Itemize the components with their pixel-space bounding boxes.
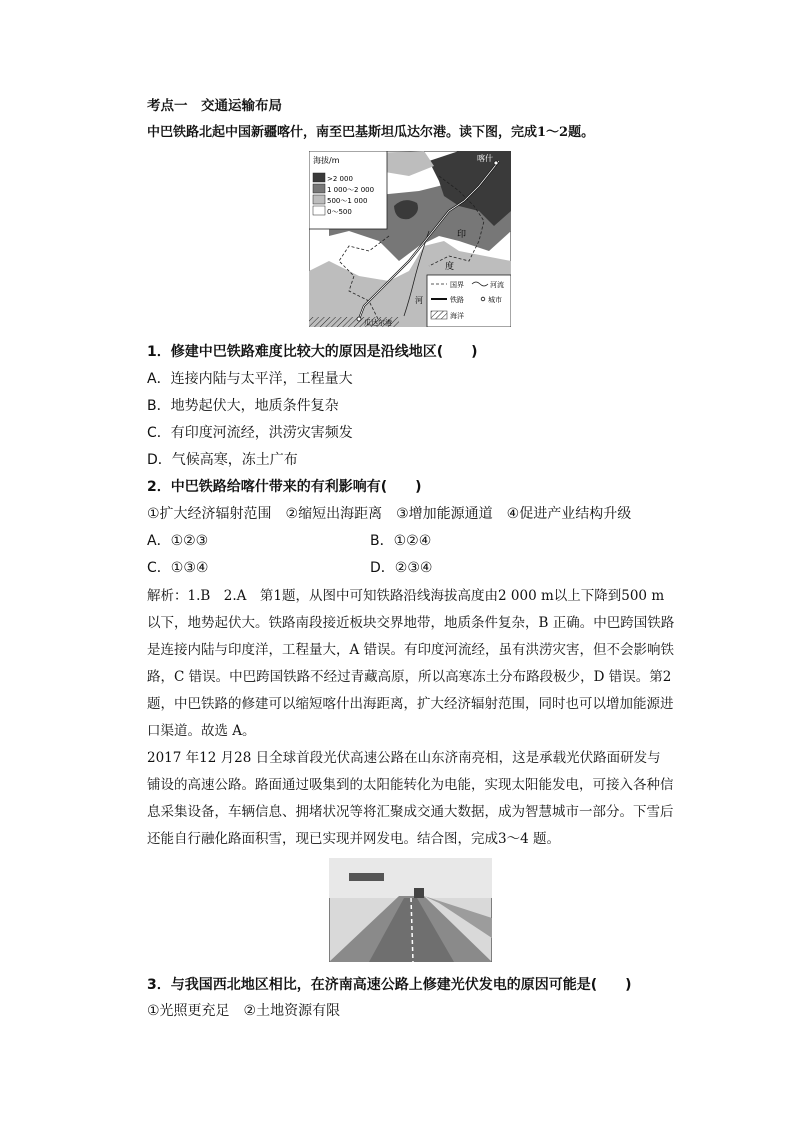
analysis-line-2: 以下，地势起伏大。铁路南段接近板块交界地带，地质条件复杂，B 正确。中巴跨国铁路 bbox=[147, 615, 675, 631]
intro-1: 中巴铁路北起中国新疆喀什，南至巴基斯坦瓜达尔港。读下图，完成1～2题。 bbox=[147, 125, 595, 140]
q2-option-a: A．①②③ bbox=[147, 533, 209, 549]
legend-title: 海拔/m bbox=[313, 156, 340, 165]
label-du: 度 bbox=[445, 262, 455, 272]
intro2-line-3: 息采集设备，车辆信息、拥堵状况等将汇聚成交通大数据，成为智慧城市一部分。下雪后 bbox=[147, 804, 674, 820]
label-gwadar: 瓜达尔港 bbox=[364, 319, 392, 327]
legend2-ocean-symbol bbox=[431, 311, 447, 319]
analysis-line-3: 是连接内陆与印度洋，工程量大，A 错误。有印度河流经，虽有洪涝灾害，但不会影响铁 bbox=[147, 642, 675, 658]
label-kashgar: 喀什 bbox=[477, 154, 493, 163]
analysis-line-5: 题，中巴铁路的修建可以缩短喀什出海距离，扩大经济辐射范围，同时也可以增加能源进 bbox=[147, 696, 674, 712]
map-figure bbox=[309, 151, 511, 327]
overhead-sign bbox=[349, 873, 384, 881]
q2-statements: ①扩大经济辐射范围 ②缩短出海距离 ③增加能源通道 ④促进产业结构升级 bbox=[147, 506, 632, 522]
legend-swatch-3 bbox=[313, 195, 325, 204]
legend-label-2: 1 000～2 000 bbox=[327, 186, 375, 194]
q1-option-a: A．连接内陆与太平洋，工程量大 bbox=[147, 371, 353, 387]
q1-stem: 1．修建中巴铁路难度比较大的原因是沿线地区( ) bbox=[147, 344, 478, 360]
section-title: 考点一 交通运输布局 bbox=[147, 98, 282, 114]
solar-highway-photo bbox=[329, 858, 492, 962]
legend-swatch-2 bbox=[313, 184, 325, 193]
city-gwadar bbox=[357, 317, 361, 321]
q1-option-c: C．有印度河流经，洪涝灾害频发 bbox=[147, 425, 353, 441]
analysis-line-6: 口渠道。故选 A。 bbox=[147, 723, 256, 739]
q2-option-d: D．②③④ bbox=[370, 560, 433, 576]
q3-stem: 3．与我国西北地区相比，在济南高速公路上修建光伏发电的原因可能是( ) bbox=[147, 977, 632, 993]
vehicle bbox=[414, 888, 424, 898]
legend-swatch-4 bbox=[313, 206, 325, 215]
legend-swatch-1 bbox=[313, 173, 325, 182]
legend2-river: 河流 bbox=[490, 281, 504, 289]
legend2-border: 国界 bbox=[450, 281, 464, 289]
legend2-city-symbol bbox=[481, 297, 485, 301]
q2-stem: 2．中巴铁路给喀什带来的有利影响有( ) bbox=[147, 479, 422, 495]
analysis-line-1: 解析：1.B 2.A 第1题，从图中可知铁路沿线海拔高度由2 000 m以上下降到500 m bbox=[147, 588, 665, 604]
legend2-railway: 铁路 bbox=[450, 296, 464, 304]
q2-option-c: C．①③④ bbox=[147, 560, 209, 576]
analysis-line-4: 路，C 错误。中巴跨国铁路不经过青藏高原，所以高寒冻土分布路段极少，D 错误。第2 bbox=[147, 669, 672, 685]
label-he: 河 bbox=[415, 296, 423, 305]
legend-label-4: 0～500 bbox=[327, 208, 352, 216]
legend-label-3: 500～1 000 bbox=[327, 197, 368, 205]
city-kashgar bbox=[494, 161, 498, 165]
legend2-ocean: 海洋 bbox=[450, 312, 464, 320]
q3-statements: ①光照更充足 ②土地资源有限 bbox=[147, 1003, 341, 1019]
label-yin: 印 bbox=[457, 230, 467, 240]
intro2-line-2: 铺设的高速公路。路面通过吸集到的太阳能转化为电能，实现太阳能发电，可接入各种信 bbox=[147, 777, 674, 793]
legend2-city: 城市 bbox=[488, 296, 502, 304]
q1-option-d: D．气候高寒，冻土广布 bbox=[147, 452, 298, 468]
intro2-line-1: 2017 年12 月28 日全球首段光伏高速公路在山东济南亮相，这是承载光伏路面研发与 bbox=[147, 750, 661, 766]
legend-label-1: >2 000 bbox=[327, 175, 353, 183]
intro2-line-4: 还能自行融化路面积雪，现已实现并网发电。结合图，完成3～4 题。 bbox=[147, 831, 560, 847]
q1-option-b: B．地势起伏大，地质条件复杂 bbox=[147, 398, 339, 414]
q2-option-b: B．①②④ bbox=[370, 533, 432, 549]
